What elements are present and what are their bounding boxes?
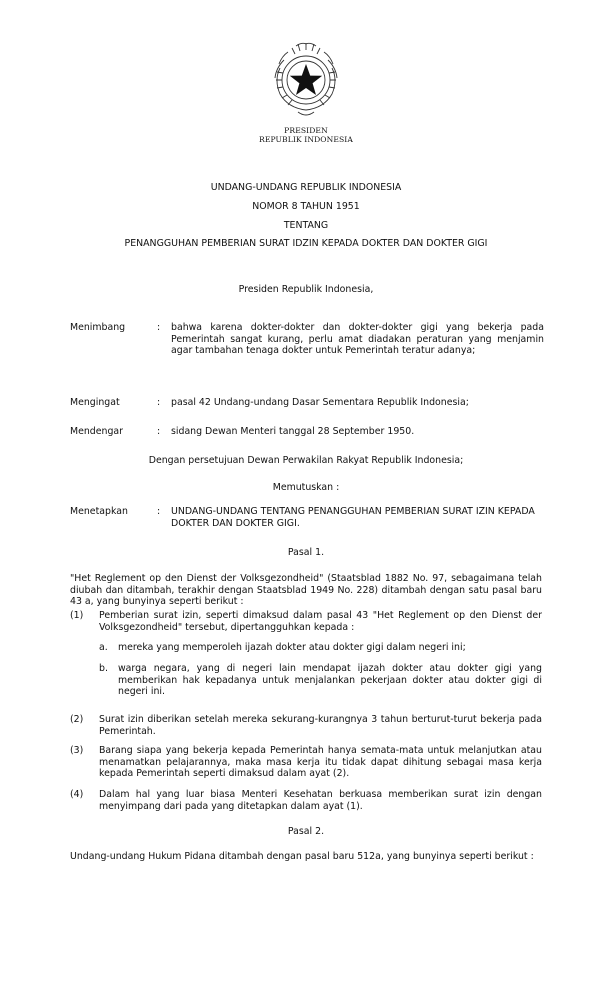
president-line: Presiden Republik Indonesia, [238, 284, 374, 295]
law-title: UNDANG-UNDANG REPUBLIK INDONESIA [210, 182, 402, 193]
memutuskan-line: Memutuskan : [272, 482, 340, 493]
seal-caption-presiden: PRESIDEN [284, 126, 328, 135]
menimbang-label: Menimbang [70, 322, 126, 333]
menimbang-colon: : [157, 322, 161, 333]
subitem-text: warga negara, yang di negeri lain mendapat ijazah dokter atau dokter gigi yang memberikan hak kepadanya untuk menjalankan pekerjaan dokter atau dokter gigi di negeri ini. [118, 663, 542, 698]
item-number: (3) [70, 745, 84, 756]
law-subject: PENANGGUHAN PEMBERIAN SURAT IDZIN KEPADA DOKTER DAN DOKTER GIGI [124, 238, 488, 249]
pasal-1-heading: Pasal 1. [287, 547, 325, 558]
item-number: (4) [70, 789, 84, 800]
pasal-2-heading: Pasal 2. [287, 826, 325, 837]
menetapkan-label: Menetapkan [70, 506, 128, 517]
mengingat-text: pasal 42 Undang-undang Dasar Sementara Republik Indonesia; [171, 397, 469, 408]
pasal-2-intro: Undang-undang Hukum Pidana ditambah dengan pasal baru 512a, yang bunyinya seperti berikut : [70, 851, 534, 862]
item-text: Dalam hal yang luar biasa Menteri Kesehatan berkuasa memberikan surat izin dengan menyimpang dari pada yang ditetapkan dalam ayat (1). [99, 789, 542, 812]
mengingat-colon: : [157, 397, 161, 408]
persetujuan-line: Dengan persetujuan Dewan Perwakilan Rakyat Republik Indonesia; [148, 455, 464, 466]
menetapkan-text: UNDANG-UNDANG TENTANG PENANGGUHAN PEMBERIAN SURAT IZIN KEPADA DOKTER DAN DOKTER GIGI. [171, 506, 535, 529]
subitem-letter: b. [99, 663, 108, 674]
mendengar-text: sidang Dewan Menteri tanggal 28 September 1950. [171, 426, 415, 437]
mendengar-label: Mendengar [70, 426, 124, 437]
item-number: (2) [70, 714, 84, 725]
mendengar-colon: : [157, 426, 161, 437]
pasal-1-intro: "Het Reglement op den Dienst der Volksgezondheid" (Staatsblad 1882 No. 97, sebagaimana telah diubah dan ditambah, terakhir dengan Staatsblad 1949 No. 228) ditambah dengan satu pasal baru 43 a, yang bunyinya seperti berikut : [70, 573, 542, 608]
law-number: NOMOR 8 TAHUN 1951 [252, 201, 360, 212]
item-number: (1) [70, 610, 84, 621]
subitem-text: mereka yang memperoleh ijazah dokter atau dokter gigi dalam negeri ini; [118, 642, 466, 653]
garuda-star-emblem-icon [262, 38, 350, 122]
item-text: Barang siapa yang bekerja kepada Pemerintah hanya semata-mata untuk melanjutkan atau menamatkan pelajarannya, maka masa kerja itu tidak dapat dihitung sebagai masa kerja kepada Pemerintah seperti dimaksud dalam ayat (2). [99, 745, 542, 780]
menetapkan-colon: : [157, 506, 161, 517]
mengingat-label: Mengingat [70, 397, 120, 408]
menimbang-text: bahwa karena dokter-dokter dan dokter-dokter gigi yang bekerja pada Pemerintah sangat kurang, perlu amat diadakan peraturan yang menjamin agar tambahan tenaga dokter untuk Pemerintah teratur adanya; [171, 322, 544, 357]
item-text: Pemberian surat izin, seperti dimaksud dalam pasal 43 "Het Reglement op den Dienst der Volksgezondheid" tersebut, dipertangguhkan kepada : [99, 610, 542, 633]
law-tentang: TENTANG [283, 220, 329, 231]
seal-caption-republik: REPUBLIK INDONESIA [259, 135, 353, 144]
item-text: Surat izin diberikan setelah mereka sekurang-kurangnya 3 tahun berturut-turut bekerja pada Pemerintah. [99, 714, 542, 737]
subitem-letter: a. [99, 642, 108, 653]
